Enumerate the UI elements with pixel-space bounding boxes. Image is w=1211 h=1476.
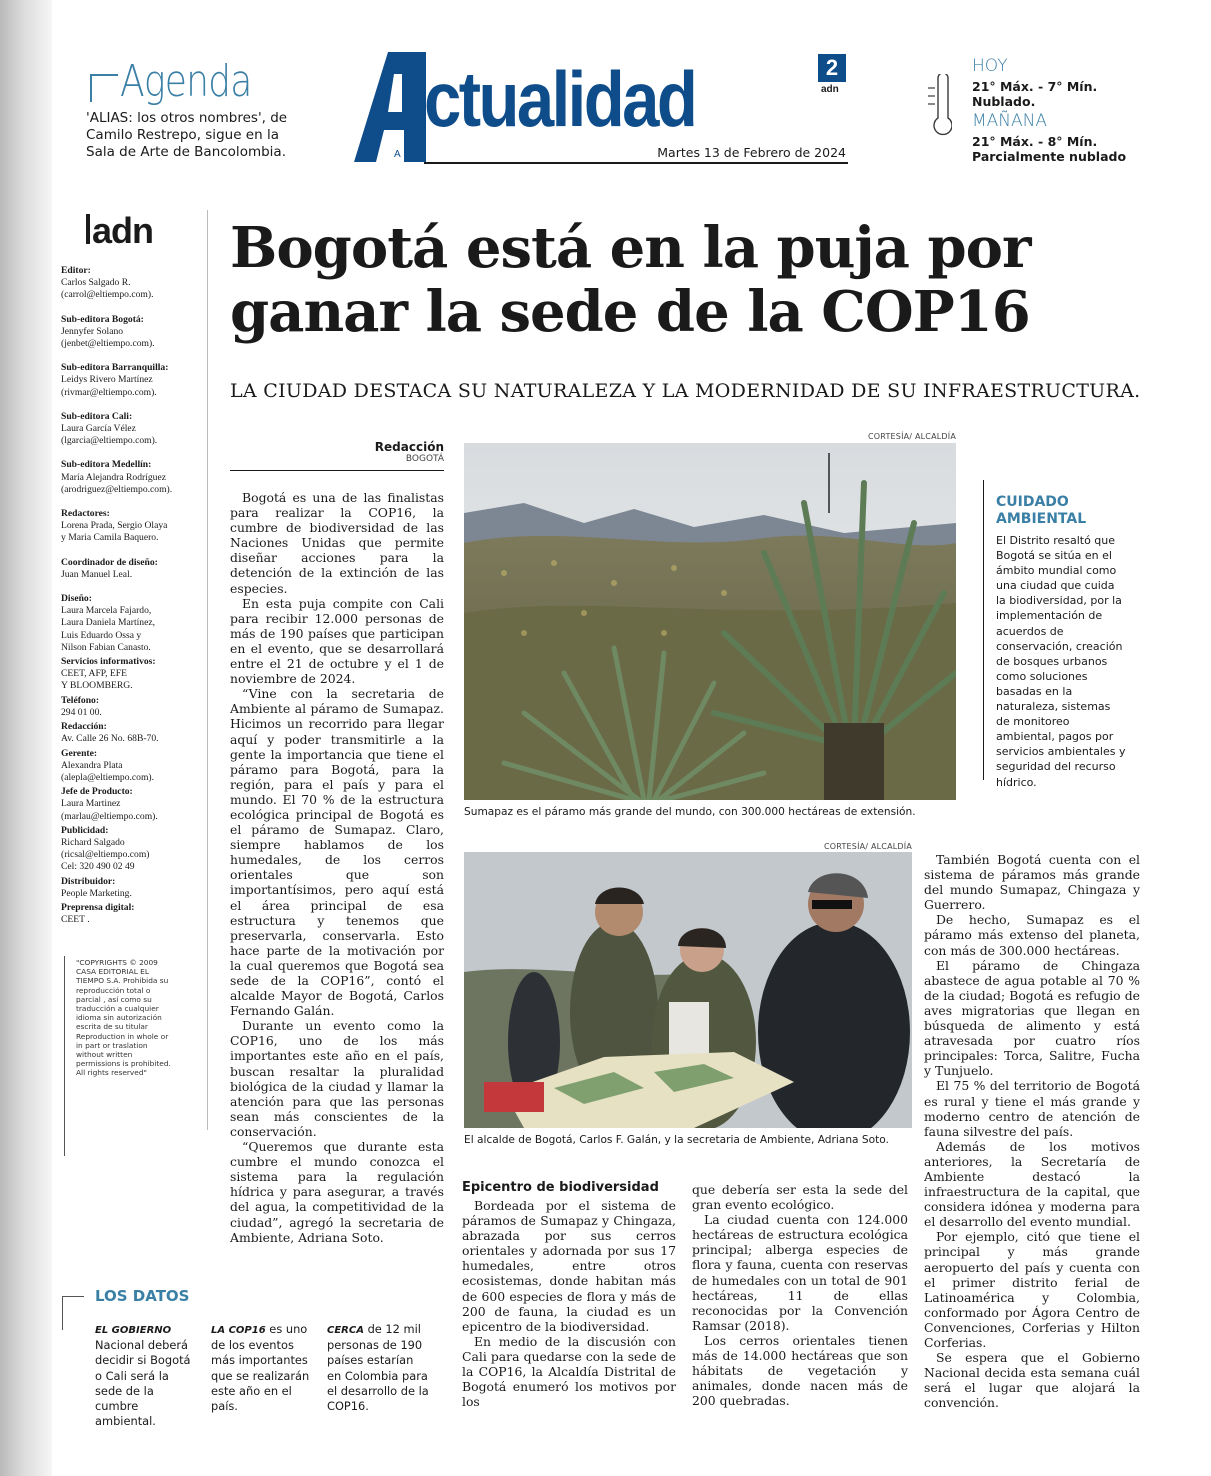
photo2-caption: El alcalde de Bogotá, Carlos F. Galán, y la secretaria de Ambiente, Adriana Soto. (464, 1134, 889, 1146)
section-initial-letter: A (394, 149, 401, 160)
article-column-b (692, 1182, 908, 1408)
photo-paramo (464, 443, 956, 800)
byline-rule (230, 470, 444, 471)
headline-line-2: ganar la sede de la COP16 (230, 279, 1030, 345)
staff-line: 294 01 00. (61, 706, 102, 718)
deck: LA CIUDAD DESTACA SU NATURALEZA Y LA MODERNIDAD DE SU INFRAESTRUCTURA. (230, 380, 1141, 402)
sidebar-divider (207, 210, 208, 1130)
staff-line: Lorena Prada, Sergio Olaya (61, 520, 168, 532)
col-c-paragraph: El páramo de Chingaza abastece de agua potable al 70 % de la ciudad; Bogotá es refugio de aves migratorias que llegan en búsqueda de alimento y está atravesada por cuatro ríos principales: Torca, Salitre, Fucha y Tunjuelo. (924, 957, 1140, 1079)
staff-line: Laura Martinez (61, 798, 121, 810)
subhead-epicentro: Epicentro de biodiversidad (462, 1180, 659, 1195)
staff-line: Av. Calle 26 No. 68B-70. (61, 733, 159, 745)
staff-line: (rivmar@eltiempo.com). (61, 386, 157, 398)
staff-line: (jenbet@eltiempo.com). (61, 338, 155, 350)
weather-tomorrow-temp: 21° Máx. - 8° Mín. (972, 134, 1098, 149)
page-number: 2 (818, 54, 846, 82)
staff-line: Luis Eduardo Ossa y (61, 629, 142, 641)
staff-role: Teléfono: (61, 694, 100, 706)
photo1-credit: CORTESÍA/ ALCALDÍA (868, 432, 956, 441)
adn-logo-mark (86, 214, 90, 244)
dato-item-3: CERCA de 12 mil personas de 190 países estarían en Colombia para el desarrollo de la COP16. (327, 1322, 429, 1414)
staff-line: y Maria Camila Baquero. (61, 532, 159, 544)
staff-role: Editor: (61, 265, 91, 276)
col1-paragraph: “Queremos que durante esta cumbre el mundo conozca el sistema para la regulación hídrica y para asegurar, a través del agua, la competitividad de la ciudad”, agregó la secretaria de Ambiente, Adriana Soto. (230, 1139, 444, 1245)
col-b-paragraph: Los cerros orientales tienen más de 14.000 hectáreas que son hábitats de vegetación y animales, donde nacen más de 200 quebradas. (692, 1332, 908, 1409)
staff-line: Laura Marcela Fajardo, (61, 605, 152, 617)
section-initial-logo (354, 52, 426, 162)
col1-paragraph: En esta puja compite con Cali para recibir 12.000 personas de más de 190 países que participan en el evento, que se desarrollará entre el 21 de octubre y el 1 de noviembre de 2024. (230, 595, 444, 687)
col-c-paragraph: Se espera que el Gobierno Nacional decida esta semana cuál será el lugar que alojará la convención. (924, 1350, 1140, 1411)
col1-paragraph: Durante un evento como la COP16, uno de los más importantes este año en el país, buscan resaltar la pluralidad biológica de la ciudad y llamar la atención para que las personas sean más conscientes de la conservación. (230, 1018, 444, 1139)
staff-line: Richard Salgado (61, 836, 125, 848)
page-brand: adn (821, 84, 839, 95)
weather-today-label: HOY (972, 56, 1008, 76)
col-b-paragraph: La ciudad cuenta con 124.000 hectáreas de estructura ecológica principal; alberga especies de flora y fauna, cuenta con reservas de humedales con un total de 901 hectáreas, 11 de ellas reconocidas por la Convención Ramsar (2018). (692, 1212, 908, 1333)
col-c-paragraph: El 75 % del territorio de Bogotá es rural y tiene el más grande y moderno centro de atención de fauna silvestre del país. (924, 1078, 1140, 1139)
staff-role: Servicios informativos: (61, 656, 156, 668)
cuidado-title: CUIDADO AMBIENTAL (996, 494, 1087, 527)
col-c-paragraph: También Bogotá cuenta con el sistema de páramos más grande del mundo Sumapaz, Chingaza y Guerrero. (924, 852, 1140, 913)
staff-line: (ricsal@eltiempo.com) (61, 849, 150, 861)
staff-line: (marlau@eltiempo.com). (61, 810, 158, 822)
staff-role: Coordinador de diseño: (61, 556, 158, 568)
staff-line: Cel: 320 490 02 49 (61, 861, 135, 873)
staff-line: Y BLOOMBERG. (61, 680, 133, 692)
byline-place: BOGOTÁ (405, 454, 444, 464)
thermometer-icon (926, 74, 952, 140)
staff-line: (carrol@eltiempo.com). (61, 289, 154, 301)
col-b-paragraph: que debería ser esta la sede del gran evento ecológico. (692, 1182, 908, 1213)
datos-title: LOS DATOS (95, 1287, 190, 1305)
staff-line: Alexandra Plata (61, 759, 123, 771)
weather-tomorrow-desc: Parcialmente nublado (972, 149, 1127, 164)
byline (230, 440, 444, 464)
staff-role: Sub-editora Barranquilla: (61, 362, 169, 374)
copyright-bracket (64, 956, 70, 1156)
photo-mayor-secretary (464, 852, 912, 1128)
staff-line: CEET, AFP, EFE (61, 668, 127, 680)
col-a-paragraph: En medio de la discusión con Cali para quedarse con la sede de la COP16, la Alcaldía Distrital de Bogotá enumeró los motivos por los (462, 1333, 676, 1410)
staff-line: Laura Daniela Martínez, (61, 617, 156, 629)
byline-author: Redacción (374, 440, 444, 454)
staff-role: Distribuidor: (61, 875, 116, 887)
copyright-notice: "COPYRIGHTS © 2009 CASA EDITORIAL EL TIEMPO S.A. Prohibida su reproducción total o parcial , así como su traducción a cualquier idioma sin autorización escrita de su titular Reproduction in whole or in part or traslation without written permissions is prohibited. All rights reserved" (76, 958, 171, 1078)
adn-logo: adn (92, 210, 154, 251)
weather-tomorrow-label: MAÑANA (972, 111, 1047, 131)
header-rule (424, 162, 848, 164)
col1-paragraph: Bogotá es una de las finalistas para realizar la COP16, la cumbre de biodiversidad de las Naciones Unidas que permite diseñar acciones para la detención de la extinción de las especies. (230, 490, 444, 596)
agenda-bracket (90, 74, 118, 102)
datos-bracket (62, 1296, 84, 1330)
staff-line: CEET . (61, 914, 90, 926)
staff-role: Redactores: (61, 508, 110, 520)
staff-line: Laura García Vélez (61, 423, 136, 435)
staff-role: Sub-editora Cali: (61, 410, 133, 422)
dato-item-2: LA COP16 es uno de los eventos más importantes que se realizarán este año en el país. (211, 1322, 310, 1414)
staff-role: Redacción: (61, 721, 107, 733)
weather-today-desc: Nublado. (972, 94, 1036, 109)
col-a-paragraph: Bordeada por el sistema de páramos de Sumapaz y Chingaza, abrazada por sus cerros orientales y adornada por sus 17 humedales, entre otros ecosistemas, donde habitan más de 600 especies de flora y más de 200 de fauna, la ciudad es un epicentro de la biodiversidad. (462, 1198, 676, 1334)
agenda-text: 'ALIAS: los otros nombres', de Camilo Restrepo, sigue en la Sala de Arte de Bancolombia. (86, 110, 288, 160)
staff-line: People Marketing. (61, 887, 132, 899)
staff-line: Juan Manuel Leal. (61, 568, 133, 580)
staff-role: Jefe de Producto: (61, 786, 133, 798)
photo1-caption: Sumapaz es el páramo más grande del mundo, con 300.000 hectáreas de extensión. (464, 806, 916, 818)
col-c-paragraph: De hecho, Sumapaz es el páramo más extenso del planeta, con más de 300.000 hectáreas. (924, 912, 1140, 958)
cuidado-rule (983, 480, 984, 780)
headline (230, 216, 1170, 344)
headline-line-1: Bogotá está en la puja por (230, 215, 1031, 281)
cuidado-text: El Distrito resaltó que Bogotá se sitúa en el ámbito mundial como una ciudad que cuida la biodiversidad, por la implementación de acuerdos de conservación, creación de bosques urbanos como soluciones basadas en la naturaleza, sistemas de monitoreo ambiental, pagos por servicios ambientales y seguridad del recurso hídrico. (996, 534, 1126, 789)
col-c-paragraph: Por ejemplo, citó que tiene el principal y más grande aeropuerto del país y cuenta con el primer distrito ferial de Latinoamérica y Colombia, conformado por Ágora Centro de Convenciones, Corferias y Hilton Corferias. (924, 1229, 1140, 1350)
article-column-a (462, 1198, 676, 1409)
photo2-credit: CORTESÍA/ ALCALDÍA (824, 842, 912, 851)
staff-role: Preprensa digital: (61, 901, 135, 913)
staff-credits (61, 265, 201, 926)
staff-line: María Alejandra Rodríguez (61, 471, 166, 483)
agenda-title: Agenda (120, 56, 252, 107)
section-title: ctualidad (424, 55, 696, 143)
weather-today-temp: 21° Máx. - 7° Mín. (972, 79, 1098, 94)
staff-line: (alepla@eltiempo.com). (61, 771, 155, 783)
staff-line: (lgarcia@eltiempo.com). (61, 435, 158, 447)
staff-line: Nilson Fabian Canasto. (61, 641, 151, 653)
staff-role: Sub-editora Bogotá: (61, 313, 144, 325)
dato-item-1: EL GOBIERNO Nacional deberá decidir si Bogotá o Cali será la sede de la cumbre ambiental. (95, 1325, 191, 1429)
article-column-c (924, 852, 1140, 1410)
staff-line: (arodriguez@eltiempo.com). (61, 483, 173, 495)
staff-line: Leidys Rivero Martínez (61, 374, 153, 386)
col1-paragraph: “Vine con la secretaria de Ambiente al páramo de Sumapaz. Hicimos un recorrido para llegar aquí y poder transmitirle a la gente la importancia que tiene el páramo para Bogotá, para la región, para el país y para el mundo. El 70 % de la estructura ecológica principal de Bogotá es el páramo de Sumapaz. Claro, siempre hablamos de los humedales, de los cerros orientales que son importantísimos, pero aquí está el área principal de esa estructura y tenemos que preservarla, conservarla. Esto hace parte de la motivación por la cual queremos que Bogotá sea sede de la COP16”, contó el alcalde Mayor de Bogotá, Carlos Fernando Galán. (230, 686, 444, 1019)
staff-line: Jennyfer Solano (61, 325, 124, 337)
article-column-1 (230, 490, 444, 1245)
scan-gutter (0, 0, 52, 1476)
staff-role: Gerente: (61, 747, 98, 759)
staff-role: Publicidad: (61, 824, 109, 836)
staff-role: Sub-editora Medellín: (61, 459, 152, 471)
issue-date: Martes 13 de Febrero de 2024 (657, 145, 846, 160)
staff-role: Diseño: (61, 593, 92, 605)
staff-line: Carlos Salgado R. (61, 277, 131, 289)
col-c-paragraph: Además de los motivos anteriores, la Secretaría de Ambiente destacó la infraestructura de la capital, que considera idónea y moderna para el desarrollo del evento mundial. (924, 1138, 1140, 1230)
